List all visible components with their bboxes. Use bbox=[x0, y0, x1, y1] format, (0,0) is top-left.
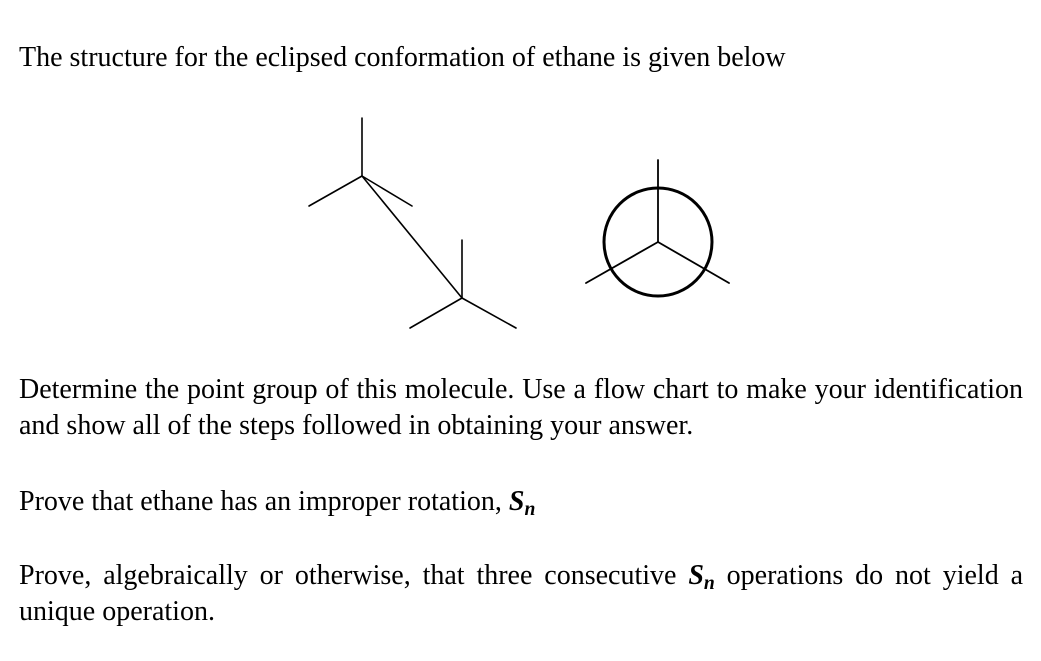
improper-rotation-symbol: $S_n$ bbox=[508, 486, 536, 520]
back-carbon-left-bond bbox=[410, 298, 462, 328]
back-carbon-right-bond bbox=[462, 298, 516, 328]
intro-paragraph: The structure for the eclipsed conformation of ethane is given below bbox=[19, 42, 786, 73]
question-3-text-after: operations do not yield a unique operation. bbox=[19, 560, 1023, 627]
improper-rotation-symbol: $S_n$ bbox=[688, 560, 715, 594]
newman-projection bbox=[586, 160, 729, 296]
question-1-paragraph: Determine the point group of this molecule. Use a flow chart to make your identification and show all of the steps followed in obtaining your answer. bbox=[19, 374, 1023, 441]
question-2-text: Prove that ethane has an improper rotation, bbox=[19, 486, 509, 517]
sawhorse-projection bbox=[309, 118, 516, 328]
newman-rear-carbon-circle bbox=[604, 188, 712, 296]
question-3-text-before: Prove, algebraically or otherwise, that three consecutive bbox=[19, 560, 689, 591]
question-2-paragraph bbox=[19, 484, 1019, 520]
front-carbon-left-bond bbox=[309, 176, 362, 206]
front-carbon-right-bond bbox=[362, 176, 412, 206]
carbon-carbon-bond bbox=[362, 176, 462, 298]
question-3-paragraph bbox=[19, 558, 1023, 630]
newman-right-bond bbox=[658, 242, 729, 283]
newman-left-bond bbox=[586, 242, 658, 283]
